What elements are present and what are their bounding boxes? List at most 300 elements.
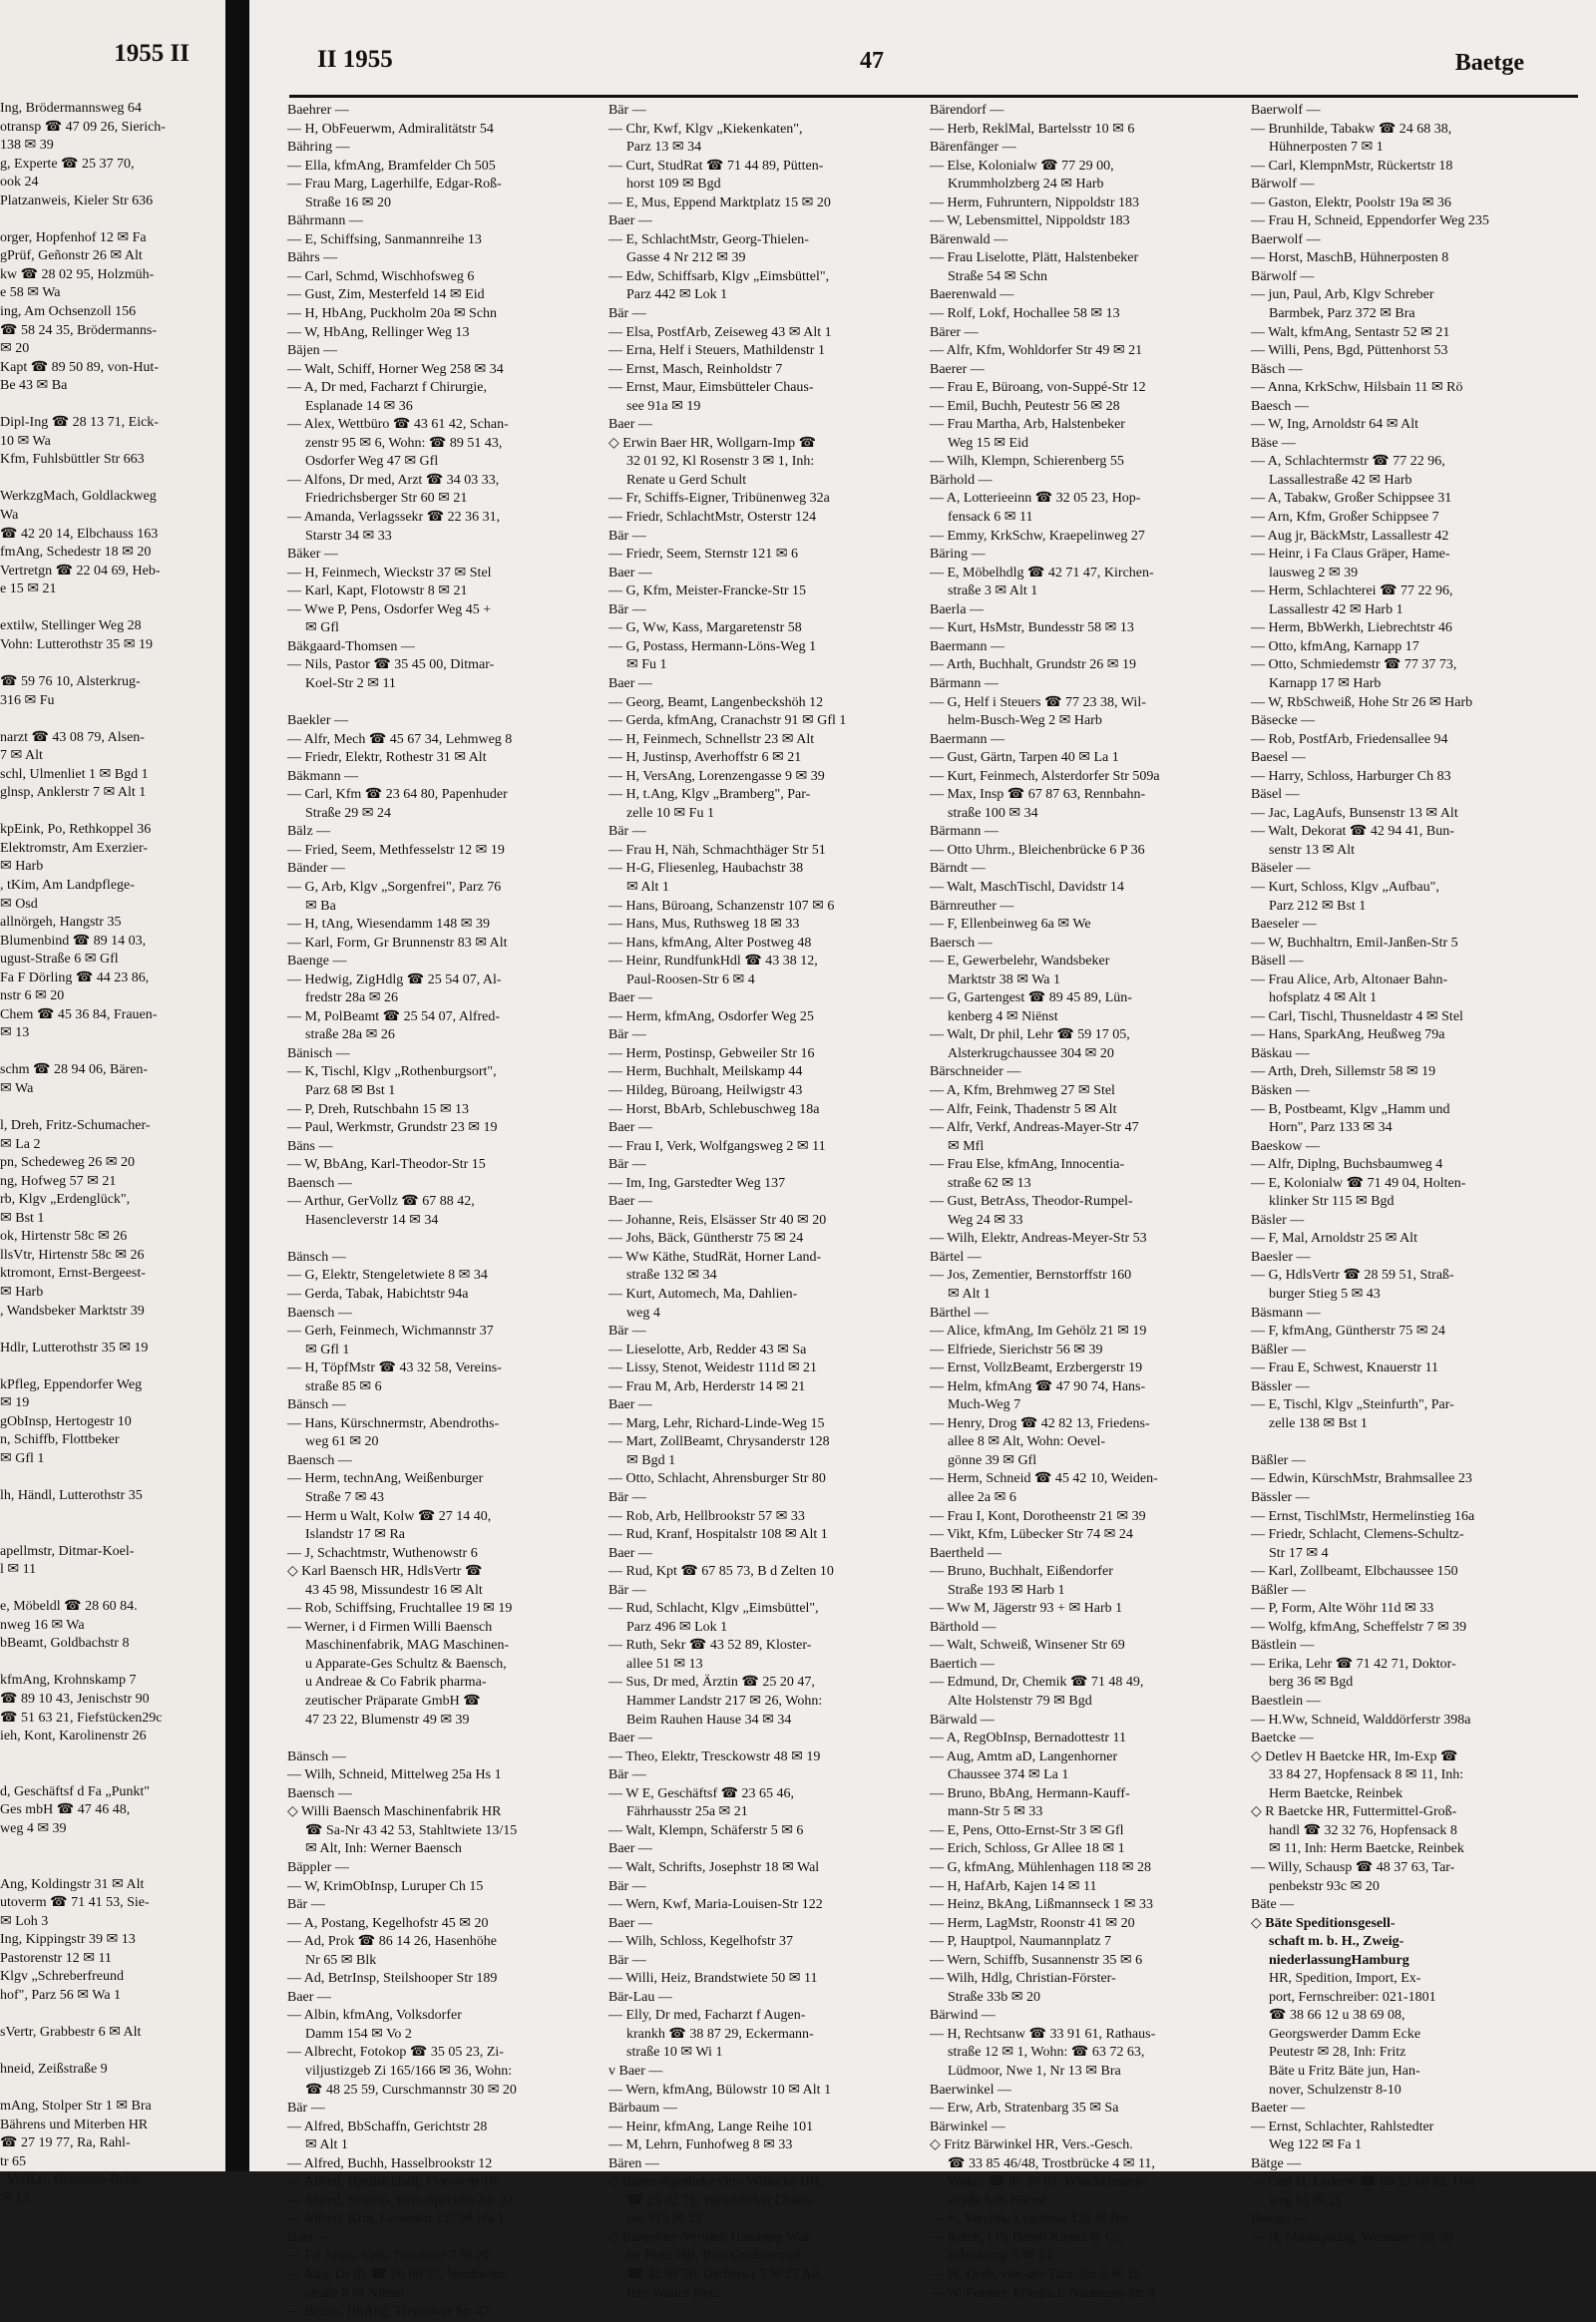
directory-line: Weg 15 ✉ Eid <box>948 435 1028 451</box>
directory-line: Baekler — <box>287 713 349 729</box>
directory-line: — Alfr, Mech ☎ 45 67 34, Lehmweg 8 <box>287 731 513 747</box>
directory-line: — Herb, ReklMal, Bartelsstr 10 ✉ 6 <box>930 121 1135 137</box>
directory-line: Baermann — <box>930 731 1005 747</box>
directory-line: zelle 138 ✉ Bst 1 <box>1269 1415 1368 1431</box>
directory-line: — Ernst, TischlMstr, Hermelinstieg 16a <box>1251 1508 1475 1524</box>
directory-line: — Frau H, Schneid, Eppendorfer Weg 235 <box>1251 213 1489 229</box>
directory-line: ◇ R Baetcke HR, Futtermittel-Groß- <box>1251 1804 1457 1820</box>
directory-line: ☎ 27 19 77, Ra, Rahl- <box>0 2135 131 2151</box>
directory-line: Bär — <box>608 601 646 617</box>
directory-line: — Wolfg, kfmAng, Scheffelstr 7 ✉ 39 <box>1251 1619 1467 1635</box>
directory-line: — Frau Liselotte, Plätt, Halstenbeker <box>930 250 1139 266</box>
directory-line: — Alfons, Dr med, Arzt ☎ 34 03 33, <box>287 472 500 488</box>
directory-line: Bästlein — <box>1251 1638 1315 1654</box>
directory-line: ☎ 33 85 46/48, Trostbrücke 4 ✉ 11, <box>948 2155 1155 2171</box>
directory-line: Bäßler — <box>1251 1582 1306 1598</box>
directory-line <box>0 2042 205 2061</box>
directory-line: Renate u Gerd Schult <box>626 472 747 488</box>
directory-line: — Ad, Prok ☎ 86 14 26, Hasenhöhe <box>287 1934 497 1950</box>
header-keyword: Baetge <box>1454 50 1524 76</box>
directory-line: Baer — <box>287 2229 331 2245</box>
directory-line: Baer — <box>608 565 652 580</box>
directory-line: — W, Lebensmittel, Nippoldstr 183 <box>930 213 1130 229</box>
directory-line: straße 28a ✉ 26 <box>305 1027 395 1043</box>
directory-line <box>0 1838 205 1857</box>
directory-line: — Hildeg, Büroang, Heilwigstr 43 <box>608 1082 803 1098</box>
directory-line: ✉ Gfl 1 <box>305 1342 350 1357</box>
directory-line: Baer — <box>608 1397 652 1413</box>
directory-line: — Hans, Büroang, Schanzenstr 107 ✉ 6 <box>608 898 835 914</box>
directory-line: — Walt, Dekorat ☎ 42 94 41, Bun- <box>1251 824 1454 840</box>
directory-line: — H, t.Ang, Klgv „Bramberg", Par- <box>608 787 811 803</box>
directory-line: 33 84 27, Hopfensack 8 ✉ 11, Inh: <box>1269 1767 1464 1783</box>
directory-line: krankh ☎ 38 87 29, Eckermann- <box>626 2026 814 2042</box>
directory-line <box>0 1746 205 1765</box>
directory-line: handl ☎ 32 32 76, Hopfensack 8 <box>1269 1822 1457 1838</box>
directory-line: — A, Lotterieeinn ☎ 32 05 23, Hop- <box>930 491 1141 507</box>
directory-line: Bänsch — <box>287 1249 346 1265</box>
directory-line: see 313 ✉ 23 <box>626 2211 702 2227</box>
directory-line: mann-Str 5 ✉ 33 <box>948 1804 1043 1820</box>
directory-line: Paul-Roosen-Str 6 ✉ 4 <box>626 971 755 987</box>
directory-line: — Wilh, Schneid, Mittelweg 25a Hs 1 <box>287 1767 502 1783</box>
directory-line: ✉ 20 <box>0 341 30 357</box>
directory-line <box>0 1654 205 1673</box>
directory-line: — Frau Else, kfmAng, Innocentia- <box>930 1157 1125 1173</box>
directory-line: Bärwolf — <box>1251 177 1315 193</box>
directory-line: — Sus, Dr med, Ärztin ☎ 25 20 47, <box>608 1675 815 1691</box>
directory-line: Bässler — <box>1251 1378 1310 1394</box>
directory-line: straße 3 ✉ Alt 1 <box>948 583 1038 599</box>
directory-line: — Otto Uhrm., Bleichenbrücke 6 P 36 <box>930 842 1145 858</box>
directory-line: Bäsell — <box>1251 954 1304 969</box>
directory-line: Bärenfänger — <box>930 140 1016 156</box>
directory-line: — Alfred, BbSchaffn, Gerichtstr 28 <box>287 2119 488 2134</box>
directory-line: Dipl-Ing ☎ 28 13 71, Eick- <box>0 415 159 431</box>
directory-line: — W, Dreh, von-der-Tann-Str 9 ✉ 19 <box>930 2266 1141 2282</box>
directory-line: ing, Am Ochsenzoll 156 <box>0 304 137 320</box>
directory-line: Baertheld — <box>930 1545 1001 1561</box>
directory-line: — Henry, Drog ☎ 42 82 13, Friedens- <box>930 1415 1150 1431</box>
directory-line: straße 5 ✉ Niënst <box>948 2192 1047 2208</box>
directory-line: ◇ Bärenbier-Vertrieb Hamburg Wal- <box>608 2229 814 2245</box>
directory-line: — F, Ellenbeinweg 6a ✉ We <box>930 917 1091 933</box>
directory-line: — Gust, Gärtn, Tarpen 40 ✉ La 1 <box>930 750 1119 766</box>
directory-line: — Wilh, Schloss, Kegelhofstr 37 <box>608 1934 794 1950</box>
directory-line: Damm 154 ✉ Vo 2 <box>305 2026 412 2042</box>
directory-line: — Horst, MaschB, Hühnerposten 8 <box>1251 250 1449 266</box>
directory-line: niederlassungHamburg <box>1269 1952 1409 1968</box>
directory-line: — Otto, Schlacht, Ahrensburger Str 80 <box>608 1471 826 1487</box>
directory-line <box>0 1043 205 1062</box>
directory-line: — M, PolBeamt ☎ 25 54 07, Alfred- <box>287 1008 501 1024</box>
directory-line: ✉ Loh 3 <box>0 1913 49 1929</box>
directory-line: ktromont, Ernst-Bergeest- <box>0 1266 146 1282</box>
directory-line: g, Experte ☎ 25 37 70, <box>0 156 135 172</box>
directory-line: — Horst, BbArb, Schlebuschweg 18a <box>608 1101 820 1117</box>
directory-line: — A, Dr med, Facharzt f Chirurgie, <box>287 380 487 396</box>
directory-line: narzt ☎ 43 08 79, Alsen- <box>0 729 145 745</box>
directory-line: ☎ 42 20 14, Elbchauss 163 <box>0 526 159 542</box>
left-page-header-text: 1955 II <box>114 40 190 67</box>
directory-line: Parz 68 ✉ Bst 1 <box>305 1082 396 1098</box>
directory-line: Much-Weg 7 <box>948 1397 1021 1413</box>
directory-line: gPrüf, Geñonstr 26 ✉ Alt <box>0 248 143 264</box>
directory-line: schl, Ulmenliet 1 ✉ Bgd 1 <box>0 766 149 782</box>
directory-line: nweg 16 ✉ Wa <box>0 1617 85 1633</box>
directory-line: — K, Tischl, Klgv „Rothenburgsort", <box>287 1064 497 1080</box>
directory-line: — Ernst, Schlachter, Rahlstedter <box>1251 2119 1434 2134</box>
directory-line: Horn", Parz 133 ✉ 34 <box>1269 1120 1393 1136</box>
directory-line: — Carl, KlempnMstr, Rückertstr 18 <box>1251 158 1453 174</box>
directory-line: — Karl, Kapt, Flotowstr 8 ✉ 21 <box>287 583 468 599</box>
directory-line: Bär — <box>608 1490 646 1506</box>
directory-line: ✉ Gfl 1 <box>0 1450 45 1466</box>
directory-line: — Elly, Dr med, Facharzt f Augen- <box>608 2008 806 2024</box>
directory-line: — Hans, kfmAng, Alter Postweg 48 <box>608 935 812 951</box>
directory-line: Karnapp 17 ✉ Harb <box>1269 675 1382 691</box>
directory-line: — Alfred, Buchh, Hasselbrookstr 12 <box>287 2155 493 2171</box>
directory-line <box>0 2005 205 2024</box>
directory-column-2 <box>608 102 890 2303</box>
directory-line: — Karl, Zollbeamt, Elbchaussee 150 <box>1251 1564 1458 1580</box>
directory-line: ok, Hirtenstr 58c ✉ 26 <box>0 1229 128 1245</box>
directory-line: kw ☎ 28 02 95, Holzmüh- <box>0 266 155 282</box>
directory-line: — Ruth, Sekr ☎ 43 52 89, Kloster- <box>608 1638 812 1654</box>
directory-line: Bär — <box>608 1027 646 1043</box>
directory-line: — Erich, Schloss, Gr Allee 18 ✉ 1 <box>930 1841 1125 1857</box>
directory-line: — H, HbAng, Puckholm 20a ✉ Schn <box>287 306 498 322</box>
directory-line: Baermann — <box>930 638 1005 654</box>
directory-line: — Carl, Tischl, Thusneldastr 4 ✉ Stel <box>1251 1008 1463 1024</box>
directory-line: ☎ 25 32 71, Wandsbeker Chaus- <box>626 2192 815 2208</box>
directory-line: — Heinr, i Fa Claus Gräper, Hame- <box>1251 547 1450 563</box>
directory-line: — Aug, Amtm aD, Langenhorner <box>930 1748 1118 1764</box>
directory-line: schaft m. b. H., Zweig- <box>1269 1934 1404 1950</box>
directory-line: allee 8 ✉ Alt, Wohn: Oevel- <box>948 1434 1106 1450</box>
directory-line: schm ☎ 28 94 06, Bären- <box>0 1062 149 1078</box>
directory-line: Bären — <box>608 2155 659 2171</box>
directory-line: orger, Hopfenhof 12 ✉ Fa <box>0 229 147 245</box>
directory-line: Baensch — <box>287 1175 352 1191</box>
directory-line: kenberg 4 ✉ Niënst <box>948 1008 1058 1024</box>
directory-line: Baer — <box>287 1989 331 2005</box>
directory-line: ieh, Kont, Karolinenstr 26 <box>0 1729 147 1744</box>
directory-line: — Lissy, Stenot, Weidestr 111d ✉ 21 <box>608 1360 818 1376</box>
directory-line: — H, Rechtsanw ☎ 33 91 61, Rathaus- <box>930 2026 1156 2042</box>
directory-line: Alte Holstenstr 79 ✉ Bgd <box>948 1694 1092 1710</box>
directory-line: — Walt, Schiff, Horner Weg 258 ✉ 34 <box>287 361 504 377</box>
directory-line: — Alfr, Feink, Thadenstr 5 ✉ Alt <box>930 1101 1117 1117</box>
directory-line: Bäsler — <box>1251 1212 1305 1228</box>
directory-line: rb, Klgv „Erdenglück", <box>0 1192 131 1208</box>
directory-line: ☎ 89 10 43, Jenischstr 90 <box>0 1692 150 1708</box>
directory-line: Bär — <box>608 1157 646 1173</box>
directory-line: Bärnreuther — <box>930 898 1014 914</box>
directory-line: Baer — <box>608 990 652 1006</box>
directory-line: — Alfred, Kfm, Lessenstr 127 ✉ Wa 1 <box>287 2211 505 2227</box>
directory-line: — W E, Geschäftsf ☎ 23 65 46, <box>608 1785 795 1801</box>
directory-line: kPfleg, Eppendorfer Weg <box>0 1376 143 1392</box>
directory-line: n, Schiffb, Flottbeker <box>0 1432 120 1448</box>
directory-line: zelle 10 ✉ Fu 1 <box>626 805 714 821</box>
directory-line: Bär — <box>287 1897 325 1913</box>
directory-line: — Alfr, Verkf, Andreas-Mayer-Str 47 <box>930 1120 1139 1136</box>
directory-line <box>0 2080 205 2099</box>
directory-line: Be 43 ✉ Ba <box>0 378 68 394</box>
directory-line: Lassallestr 42 ✉ Harb 1 <box>1269 601 1403 617</box>
directory-line: Bähring — <box>287 140 350 156</box>
directory-line: ✉ 11, Inh: Herm Baetcke, Reinbek <box>1269 1841 1464 1857</box>
directory-line: — H.Ww, Schneid, Walddörferstr 398a <box>1251 1712 1471 1728</box>
directory-line: Baer — <box>608 1120 652 1136</box>
directory-line: Baer — <box>608 675 652 691</box>
directory-line: Baertich — <box>930 1656 995 1672</box>
directory-line: hof", Parz 56 ✉ Wa 1 <box>0 1987 122 2003</box>
directory-line: Baer — <box>608 417 652 433</box>
directory-line: — H, VersAng, Lorenzengasse 9 ✉ 39 <box>608 768 825 784</box>
directory-line: Kapt ☎ 89 50 89, von-Hut- <box>0 359 159 375</box>
directory-line: Baer — <box>608 1731 652 1746</box>
directory-line: ☎ 51 63 21, Fiefstücken29c <box>0 1710 163 1726</box>
directory-line: Bätge — <box>1251 2155 1302 2171</box>
directory-line: ☎ 58 24 35, Brödermanns- <box>0 322 158 338</box>
directory-line: Baerwolf — <box>1251 231 1321 247</box>
directory-line: Starstr 34 ✉ 33 <box>305 528 392 544</box>
directory-line: — Gust, BetrAss, Theodor-Rumpel- <box>930 1194 1133 1210</box>
directory-line: — G, kfmAng, Mühlenhagen 118 ✉ 28 <box>930 1859 1151 1875</box>
directory-line: — Frau Marg, Lagerhilfe, Edgar-Roß- <box>287 177 502 193</box>
directory-line: — Herm, Schneid ☎ 45 42 10, Weiden- <box>930 1471 1158 1487</box>
directory-line: — P, Form, Alte Wöhr 11d ✉ 33 <box>1251 1601 1434 1617</box>
directory-line: 316 ✉ Fu <box>0 692 55 708</box>
directory-line: Friedrichsberger Str 60 ✉ 21 <box>305 491 468 507</box>
directory-line: Inh: Walter Pietz <box>626 2285 721 2301</box>
directory-line: — H, tAng, Wiesendamm 148 ✉ 39 <box>287 917 490 933</box>
directory-line: — Ernst, VollzBeamt, Erzbergerstr 19 <box>930 1360 1143 1376</box>
directory-line: Chaussee 374 ✉ La 1 <box>948 1767 1069 1783</box>
directory-line: ✉ 13 <box>0 2190 30 2206</box>
directory-line: Lassallestraße 42 ✉ Harb <box>1269 472 1412 488</box>
directory-line: — H, HafArb, Kajen 14 ✉ 11 <box>930 1878 1097 1894</box>
directory-line: Bärthel — <box>930 1305 989 1321</box>
directory-line: ook 24 <box>0 175 39 191</box>
directory-line: — Herm, technAng, Weißenburger <box>287 1471 484 1487</box>
directory-line: Bährmann — <box>287 213 363 229</box>
directory-line: — Frau M, Arb, Herderstr 14 ✉ 21 <box>608 1378 806 1394</box>
directory-line: Baer — <box>608 1194 652 1210</box>
directory-column-3 <box>930 102 1211 2303</box>
directory-line: — Im, Ing, Garstedter Weg 137 <box>608 1175 786 1191</box>
directory-line: Herm Baetcke, Reinbek <box>1269 1785 1403 1801</box>
directory-line: straße 10 ✉ Wi 1 <box>626 2045 723 2061</box>
directory-line: Baeseler — <box>1251 917 1317 933</box>
directory-line: — Anna, KrkSchw, Hilsbain 11 ✉ Rö <box>1251 380 1463 396</box>
directory-line: — W, KrimObInsp, Luruper Ch 15 <box>287 1878 484 1894</box>
directory-line: — Rolf, Lokf, Hochallee 58 ✉ 13 <box>930 306 1120 322</box>
book-gutter <box>225 0 249 2171</box>
directory-line: ✉ Harb <box>0 859 44 875</box>
directory-line: — Gust, Zim, Mesterfeld 14 ✉ Eid <box>287 287 485 303</box>
directory-line: Baestlein — <box>1251 1694 1321 1710</box>
directory-line: Bärwinkel — <box>930 2119 1005 2134</box>
directory-line: — Walt, Klempn, Schäferstr 5 ✉ 6 <box>608 1822 804 1838</box>
directory-line: Baer — <box>608 1545 652 1561</box>
directory-line: Chem ☎ 45 36 84, Frauen- <box>0 1006 158 1022</box>
directory-line <box>0 654 205 673</box>
directory-line: Baesel — <box>1251 750 1306 766</box>
directory-line: — Albin, kfmAng, Volksdorfer <box>287 2008 462 2024</box>
directory-line: Bäte u Fritz Bäte jun, Han- <box>1269 2063 1420 2079</box>
directory-line: Bäsecke — <box>1251 713 1316 729</box>
directory-line: — Bruno, HbAng, Treptower Str 47 <box>287 2304 490 2320</box>
directory-line: Bäjen — <box>287 343 338 359</box>
directory-line: Fa F Dörling ☎ 44 23 86, <box>0 969 150 985</box>
directory-line: ☎ 48 25 59, Curschmannstr 30 ✉ 20 <box>305 2082 517 2098</box>
directory-line: — Willi, Heiz, Brandstwiete 50 ✉ 11 <box>608 1971 818 1987</box>
directory-line: Bär — <box>608 306 646 322</box>
directory-line: — Arn, Kfm, Großer Schippsee 7 <box>1251 510 1439 526</box>
directory-line: ✉ Ba <box>305 898 336 914</box>
directory-line: — Albrecht, Fotokop ☎ 35 05 23, Zi- <box>287 2045 504 2061</box>
directory-line: Beim Rauhen Hause 34 ✉ 34 <box>626 1712 792 1728</box>
directory-line: Esplanade 14 ✉ 36 <box>305 398 413 414</box>
directory-line: — Herm, Fuhruntern, Nippoldstr 183 <box>930 194 1139 210</box>
directory-line: Bär — <box>608 1952 646 1968</box>
directory-line: ☎ Sa-Nr 43 42 53, Stahltwiete 13/15 <box>305 1822 518 1838</box>
page-number: 47 <box>860 48 884 74</box>
directory-line: Bälz — <box>287 824 331 840</box>
directory-line: — Emil, Buchh, Peutestr 56 ✉ 28 <box>930 398 1120 414</box>
directory-line: — Willi, Pens, Bgd, Püttenhorst 53 <box>1251 343 1448 359</box>
directory-line: Bär-Lau — <box>608 1989 672 2005</box>
directory-line: — Edw, Schiffsarb, Klgv „Eimsbüttel", <box>608 268 830 284</box>
directory-line: — G, Arb, Klgv „Sorgenfrei", Parz 76 <box>287 879 502 895</box>
directory-line: — Wilh, Elektr, Andreas-Meyer-Str 53 <box>930 1231 1147 1247</box>
directory-line: 138 ✉ 39 <box>0 138 54 154</box>
directory-line: Bässler — <box>1251 1490 1310 1506</box>
directory-line: — Alfr, Kfm, Wohldorfer Str 49 ✉ 21 <box>930 343 1143 359</box>
directory-line <box>0 1580 205 1599</box>
directory-line: ✉ Fu 1 <box>626 657 667 673</box>
directory-line: Baehrer — <box>287 103 349 118</box>
directory-line: — Hans, SparkAng, Heußweg 79a <box>1251 1027 1445 1043</box>
directory-line: Gasse 4 Nr 212 ✉ 39 <box>626 250 746 266</box>
directory-line: — Karl, Form, Gr Brunnenstr 83 ✉ Alt <box>287 935 508 951</box>
left-page-header <box>0 40 209 70</box>
directory-line: Straße 54 ✉ Schn <box>948 268 1047 284</box>
directory-line <box>0 1857 205 1876</box>
directory-line: — W, Former, Friedrich-Naumann-Str 4 <box>930 2285 1155 2301</box>
directory-line: — Erika, Lehr ☎ 71 42 71, Doktor- <box>1251 1656 1456 1672</box>
directory-line: e, Möbeldl ☎ 28 60 84. <box>0 1599 138 1615</box>
right-page <box>249 0 1596 2320</box>
directory-line: Bärwolf — <box>1251 268 1315 284</box>
directory-line: — Rud, Kranf, Hospitalstr 108 ✉ Alt 1 <box>608 1527 828 1543</box>
directory-line: — Friedr, Schlacht, Clemens-Schultz- <box>1251 1527 1464 1543</box>
directory-line: Bäse — <box>1251 435 1296 451</box>
directory-column-1 <box>287 102 569 2322</box>
directory-line: — Edmund, Dr, Chemik ☎ 71 48 49, <box>930 1675 1144 1691</box>
directory-line: Bärwind — <box>930 2008 996 2024</box>
directory-line: — W, Ing, Arnoldstr 64 ✉ Alt <box>1251 417 1419 433</box>
directory-line: — Erna, Helf i Steuers, Mathildenstr 1 <box>608 343 825 359</box>
directory-line: ◇ Karl Baensch HR, HdlsVertr ☎ <box>287 1564 483 1580</box>
directory-line: , tKim, Am Landpflege- <box>0 877 135 893</box>
directory-line: — Willy, Schausp ☎ 48 37 63, Tar- <box>1251 1859 1455 1875</box>
directory-line: ◇ Erwin Baer HR, Wollgarn-Imp ☎ <box>608 435 817 451</box>
directory-line: weg 4 <box>626 1305 660 1321</box>
directory-line: — Carl H, Lederw ☎ üb 23 68 32, Hof- <box>1251 2174 1480 2190</box>
directory-line: Nr 65 ✉ Blk <box>305 1952 377 1968</box>
directory-line: see 91a ✉ 19 <box>626 398 701 414</box>
directory-line: klinker Str 115 ✉ Bgd <box>1269 1194 1395 1210</box>
directory-line: Bärbaum — <box>608 2101 677 2117</box>
directory-line: — J, Schachtmstr, Wuthenowstr 6 <box>287 1545 478 1561</box>
directory-line: — Hans, Kürschnermstr, Abendroths- <box>287 1415 500 1431</box>
directory-line: Bär — <box>608 1582 646 1598</box>
directory-line: — E, Pens, Otto-Ernst-Str 3 ✉ Gfl <box>930 1822 1124 1838</box>
directory-line: Ang, Koldingstr 31 ✉ Alt <box>0 1876 145 1892</box>
directory-line: Blumenbind ☎ 89 14 03, <box>0 933 147 949</box>
directory-line <box>0 1764 205 1783</box>
directory-line: — Ernst, Masch, Reinholdstr 7 <box>608 361 783 377</box>
directory-line: Bärmann — <box>930 675 998 691</box>
directory-line: Bäsel — <box>1251 787 1300 803</box>
directory-line: Bär — <box>608 1324 646 1340</box>
directory-line: fmAng, Schedestr 18 ✉ 20 <box>0 545 152 561</box>
directory-line: , VerlLtr, Hermann-Behn- <box>0 2172 145 2188</box>
directory-line: Baerwinkel — <box>930 2082 1012 2098</box>
directory-line <box>0 1321 205 1340</box>
directory-line: Baerla — <box>930 601 985 617</box>
directory-line: Ing, Brödermannsweg 64 <box>0 101 142 116</box>
directory-line: ☎ 38 66 12 u 38 69 08, <box>1269 2008 1405 2024</box>
directory-line: ✉ Wa <box>0 1080 34 1096</box>
directory-line: Vertretgn ☎ 22 04 69, Heb- <box>0 563 161 579</box>
directory-line: — Edwin, KürschMstr, Brahmsallee 23 <box>1251 1471 1472 1487</box>
directory-line: — E, SchlachtMstr, Georg-Thielen- <box>608 231 809 247</box>
directory-line: kpEink, Po, Rethkoppel 36 <box>0 822 152 838</box>
directory-line: Weg 122 ✉ Fa 1 <box>1269 2137 1363 2153</box>
directory-line: — Gerh, Feinmech, Wichmannstr 37 <box>287 1324 494 1340</box>
directory-line: — Frau H, Näh, Schmachthäger Str 51 <box>608 842 826 858</box>
directory-line: Bährs — <box>287 250 338 266</box>
directory-line: — Herm, BbWerkh, Liebrechtstr 46 <box>1251 620 1452 636</box>
directory-line: — Alice, kfmAng, Im Gehölz 21 ✉ 19 <box>930 1324 1147 1340</box>
directory-line: straße 8 ✉ Niënst <box>305 2285 405 2301</box>
directory-line: — H, Musikpädag, Weimarer Str 59 <box>1251 2229 1453 2245</box>
directory-line: weg 65 ✉ 21 <box>1269 2192 1343 2208</box>
directory-line <box>0 1468 205 1487</box>
directory-line: — Herm u Walt, Kolw ☎ 27 14 40, <box>287 1508 492 1524</box>
directory-line: kfmAng, Krohnskamp 7 <box>0 1673 137 1689</box>
directory-line: Baensch — <box>287 1452 352 1468</box>
directory-line: — E, Gewerbelehr, Wandsbeker <box>930 954 1110 969</box>
directory-line: weg 4 ✉ 39 <box>0 1820 67 1836</box>
directory-line: Baensch — <box>287 1785 352 1801</box>
directory-line: — Rud, Kpt ☎ 67 85 73, B d Zelten 10 <box>608 1564 834 1580</box>
directory-line: — Walt, kfmAng, Sentastr 52 ✉ 21 <box>1251 324 1450 340</box>
directory-line: Ges mbH ☎ 47 46 48, <box>0 1802 131 1818</box>
directory-line: Barmbek, Parz 372 ✉ Bra <box>1269 306 1415 322</box>
directory-line: Straße 193 ✉ Harb 1 <box>948 1582 1065 1598</box>
directory-line: — Ad, BetrInsp, Steilshooper Str 189 <box>287 1971 498 1987</box>
directory-line: — Fr, Schiffs-Eigner, Tribünenweg 32a <box>608 491 830 507</box>
directory-line: penbekstr 93c ✉ 20 <box>1269 1878 1380 1894</box>
directory-line: — Frau Alice, Arb, Altonaer Bahn- <box>1251 971 1448 987</box>
directory-line: Bärenwald — <box>930 231 1008 247</box>
